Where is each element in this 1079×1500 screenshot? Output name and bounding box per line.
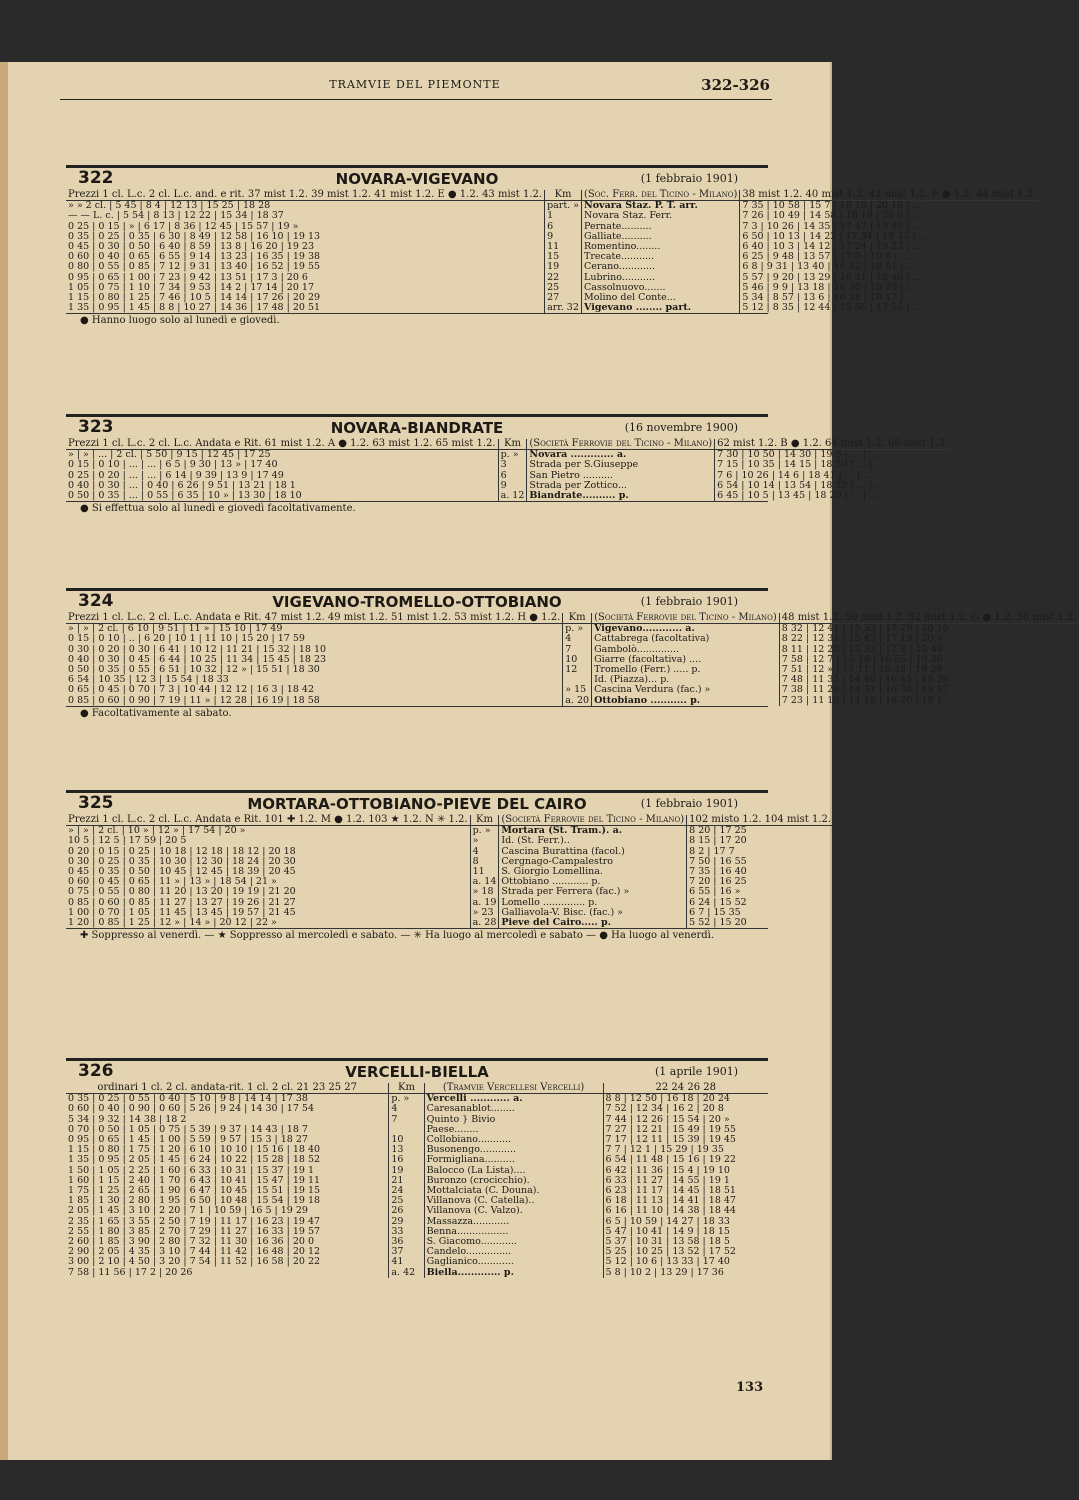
- station-name: Romentino........: [582, 242, 740, 252]
- times-up: 7 3 | 10 26 | 14 35 | 17 47 | 19 46 | ...: [740, 222, 1038, 232]
- times-up: 8 11 | 12 20 | 15 32 | 17 8 | 19 49: [779, 645, 1078, 655]
- fares-and-times-down: 0 75 | 0 55 | 0 80 | 11 20 | 13 20 | 19 19 | 21 20: [68, 886, 296, 898]
- station-name: Gambolò..............: [592, 645, 780, 655]
- times-up: 5 25 | 10 25 | 13 52 | 17 52: [603, 1247, 768, 1257]
- station-name: Cascina Verdura (fac.) »: [592, 685, 780, 695]
- running-head: [60, 78, 770, 98]
- station-name: S. Giorgio Lomellina.: [499, 867, 687, 877]
- station-name: Formigliana..........: [424, 1155, 603, 1165]
- section-number: 322: [78, 168, 114, 188]
- fares-and-times-down: — — L. c. | 5 54 | 8 13 | 12 22 | 15 34 | 18 37: [68, 210, 284, 222]
- section-header: [66, 168, 768, 190]
- station-name: Cerano............: [582, 262, 740, 272]
- times-up: 5 47 | 10 41 | 14 9 | 18 15: [603, 1227, 768, 1237]
- column-headers: [66, 815, 833, 826]
- station-name: Mottalciata (C. Douna).: [424, 1186, 603, 1196]
- fares-and-times-down: 1 50 | 1 05 | 2 25 | 1 60 | 6 33 | 10 31 | 15 37 | 19 1: [68, 1164, 314, 1176]
- section-325: [66, 790, 832, 943]
- timetable: [66, 613, 1079, 706]
- km-cell: 12: [563, 665, 592, 675]
- km-cell: 22: [545, 273, 582, 283]
- km-cell: 15: [545, 252, 582, 262]
- column-headers: [66, 1083, 768, 1094]
- km-cell: 7: [563, 645, 592, 655]
- station-name: Biandrate.......... p.: [527, 491, 715, 501]
- km-header: Km: [545, 190, 582, 201]
- fares-and-times-down: 0 30 | 0 20 | 0 30 | 6 41 | 10 12 | 11 21 | 15 32 | 18 10: [68, 643, 327, 655]
- km-cell: 19: [389, 1166, 424, 1176]
- fares-and-times-down: 1 05 | 0 75 | 1 10 | 7 34 | 9 53 | 14 2 | 17 14 | 20 17: [68, 281, 314, 293]
- section-number: 323: [78, 417, 114, 437]
- times-up: 7 7 | 12 1 | 15 29 | 19 35: [603, 1145, 768, 1155]
- fares-and-times-down: 0 70 | 0 50 | 1 05 | 0 75 | 5 39 | 9 37 | 14 43 | 18 7: [68, 1123, 308, 1135]
- times-up: 7 26 | 10 49 | 14 58 | 18 10 | 20 9 | ...: [740, 211, 1038, 221]
- km-cell: 27: [545, 293, 582, 303]
- times-up: 7 35 | 16 40: [687, 867, 833, 877]
- effective-date: (1 aprile 1901): [655, 1065, 738, 1078]
- effective-date: (1 febbraio 1901): [640, 797, 738, 810]
- times-up: 5 34 | 8 57 | 13 6 | 16 18 | 18 17 | ...: [740, 293, 1038, 303]
- station-name: Trecate...........: [582, 252, 740, 262]
- km-cell: 4: [389, 1104, 424, 1114]
- section-323: [66, 414, 949, 516]
- km-cell: 4: [470, 847, 499, 857]
- fares-and-down-trains-header: ordinari 1 cl. 2 cl. andata-rit. 1 cl. 2 cl. 21 23 25 27: [66, 1083, 389, 1094]
- fares-and-times-down: 0 60 | 0 40 | 0 90 | 0 60 | 5 26 | 9 24 | 14 30 | 17 54: [68, 1103, 314, 1115]
- footnote: ● Si effettua solo al lunedì e giovedì facoltativamente.: [66, 501, 768, 516]
- station-name: S. Giacomo............: [424, 1237, 603, 1247]
- station-name: Novara Staz. Ferr.: [582, 211, 740, 221]
- km-header: Km: [470, 815, 499, 826]
- running-head-pages: 322-326: [701, 76, 770, 94]
- fares-and-times-down: 2 05 | 1 45 | 3 10 | 2 20 | 7 1 | 10 59 | 16 5 | 19 29: [68, 1205, 308, 1217]
- km-cell: 9: [545, 232, 582, 242]
- fares-and-down-trains-header: Prezzi 1 cl. L.c. 2 cl. L.c. and. e rit. 37 mist 1.2. 39 mist 1.2. 41 mist 1.2. E ● 1.2. 43 mist 1.2.: [66, 190, 545, 201]
- fares-and-times-down: 1 00 | 0 70 | 1 05 | 11 45 | 13 45 | 19 57 | 21 45: [68, 906, 296, 918]
- km-cell: 10: [389, 1135, 424, 1145]
- section-324: [66, 588, 1077, 721]
- fares-and-times-down: 0 40 | 0 30 | 0 45 | 6 44 | 10 25 | 11 34 | 15 45 | 18 23: [68, 653, 327, 665]
- fares-and-times-down: 0 40 | 0 30 | ... | 0 40 | 6 26 | 9 51 | 13 21 | 18 1: [68, 479, 296, 491]
- station-name: Molino del Conte...: [582, 293, 740, 303]
- times-up: 7 58 | 12 7 | 15 18 | 16 55 | 19 36: [779, 655, 1078, 665]
- fares-and-down-trains-header: Prezzi 1 cl. L.c. 2 cl. L.c. Andata e Rit. 61 mist 1.2. A ● 1.2. 63 mist 1.2. 65 mist 1.2.: [66, 439, 498, 450]
- fares-and-times-down: » | » | ... | 2 cl. | 5 50 | 9 15 | 12 45 | 17 25: [68, 449, 271, 461]
- section-header: [66, 591, 768, 613]
- times-up: 7 30 | 10 50 | 14 30 | 19 5 | ... | ...: [715, 450, 951, 461]
- times-up: 5 37 | 10 31 | 13 58 | 18 5: [603, 1237, 768, 1247]
- up-trains-header: 62 mist 1.2. B ● 1.2. 64 mist 1.2. 66 mist 1.2.: [715, 439, 951, 450]
- station-name: Ottobiano ............ p.: [499, 877, 687, 887]
- fares-and-times-down: » | » | 2 cl. | 10 » | 12 » | 17 54 | 20 »: [68, 825, 246, 837]
- station-name: Quinto } Bivio: [424, 1115, 603, 1125]
- km-cell: 21: [389, 1176, 424, 1186]
- fares-and-times-down: 1 15 | 0 80 | 1 75 | 1 20 | 6 10 | 10 10 | 15 16 | 18 40: [68, 1144, 321, 1156]
- times-up: 8 20 | 17 25: [687, 826, 833, 837]
- fares-and-times-down: 1 60 | 1 15 | 2 40 | 1 70 | 6 43 | 10 41 | 15 47 | 19 11: [68, 1174, 321, 1186]
- km-cell: »: [470, 836, 499, 846]
- station-name: Cergnago-Campalestro: [499, 857, 687, 867]
- station-name: Pieve del Cairo..... p.: [499, 918, 687, 928]
- fares-and-times-down: 0 30 | 0 25 | 0 35 | 10 30 | 12 30 | 18 24 | 20 30: [68, 855, 296, 867]
- running-head-title: TRAMVIE DEL PIEMONTE: [329, 78, 501, 91]
- effective-date: (1 febbraio 1901): [640, 595, 738, 608]
- fares-and-times-down: 7 58 | 11 56 | 17 2 | 20 26: [68, 1266, 193, 1278]
- operator-name: (Soc. Ferr. del Ticino - Milano): [582, 190, 740, 201]
- km-cell: 3: [498, 460, 527, 470]
- operator-name: (Tramvie Vercellesi Vercelli): [424, 1083, 603, 1094]
- station-name: Vigevano............ a.: [592, 624, 780, 635]
- times-up: 6 7 | 15 35: [687, 908, 833, 918]
- column-headers: [66, 613, 1079, 624]
- section-326: [66, 1058, 768, 1278]
- km-cell: 37: [389, 1247, 424, 1257]
- station-name: Biella............. p.: [424, 1268, 603, 1278]
- times-up: 5 12 | 8 35 | 12 44 | 15 56 | 17 55 | ...: [740, 303, 1038, 313]
- timetable: [66, 190, 1038, 313]
- km-cell: 25: [389, 1196, 424, 1206]
- table-row: [66, 303, 1038, 313]
- fares-and-times-down: 0 45 | 0 35 | 0 50 | 10 45 | 12 45 | 18 39 | 20 45: [68, 866, 296, 878]
- station-name: Cascina Burattina (facol.): [499, 847, 687, 857]
- station-name: Lubrino...........: [582, 273, 740, 283]
- times-up: 8 32 | 12 41 | 15 53 | 17 29 | 20 10: [779, 624, 1078, 635]
- km-cell: 7: [389, 1115, 424, 1125]
- fares-and-times-down: 10 5 | 12 5 | 17 59 | 20 5: [68, 835, 187, 847]
- fares-and-times-down: 0 65 | 0 45 | 0 70 | 7 3 | 10 44 | 12 12 | 16 3 | 18 42: [68, 684, 314, 696]
- km-cell: 19: [545, 262, 582, 272]
- times-up: 6 45 | 10 5 | 13 45 | 18 20 | ... | ...: [715, 491, 951, 501]
- fares-and-times-down: 0 80 | 0 55 | 0 85 | 7 12 | 9 31 | 13 40 | 16 52 | 19 55: [68, 261, 321, 273]
- fares-and-times-down: 0 25 | 0 20 | ... | ... | 6 14 | 9 39 | 13 9 | 17 49: [68, 469, 284, 481]
- fares-and-times-down: 5 34 | 9 32 | 14 38 | 18 2: [68, 1113, 187, 1125]
- timetable: [66, 1083, 768, 1278]
- km-cell: p. »: [389, 1094, 424, 1105]
- times-up: 7 15 | 10 35 | 14 15 | 18 50 | ... | ...: [715, 460, 951, 470]
- km-cell: 13: [389, 1145, 424, 1155]
- km-cell: a. 19: [470, 898, 499, 908]
- fares-and-times-down: 1 15 | 0 80 | 1 25 | 7 46 | 10 5 | 14 14 | 17 26 | 20 29: [68, 292, 321, 304]
- times-up: 7 52 | 12 34 | 16 2 | 20 8: [603, 1104, 768, 1114]
- operator-name: (Società Ferrovie del Ticino - Milano): [499, 815, 687, 826]
- times-up: 6 54 | 11 48 | 15 16 | 19 22: [603, 1155, 768, 1165]
- station-name: Lomello .............. p.: [499, 898, 687, 908]
- times-up: 6 42 | 11 36 | 15 4 | 19 10: [603, 1166, 768, 1176]
- times-up: 7 23 | 11 10 | 14 15 | 16 20 | 19 1: [779, 696, 1078, 706]
- times-up: 6 54 | 10 14 | 13 54 | 18 29 | ... | ...: [715, 481, 951, 491]
- km-cell: 29: [389, 1217, 424, 1227]
- times-up: 8 22 | 12 31 | 15 43 | 17 19 | 20 »: [779, 634, 1078, 644]
- up-trains-header: 38 mist 1.2. 40 mist 1.2. 42 mist 1.2. F ● 1.2. 44 mist 1.2.: [740, 190, 1038, 201]
- times-up: 7 50 | 16 55: [687, 857, 833, 867]
- fares-and-times-down: 1 85 | 1 30 | 2 80 | 1 95 | 6 50 | 10 48 | 15 54 | 19 18: [68, 1195, 321, 1207]
- fares-and-times-down: 1 75 | 1 25 | 2 65 | 1 90 | 6 47 | 10 45 | 15 51 | 19 15: [68, 1185, 321, 1197]
- times-up: 5 52 | 15 20: [687, 918, 833, 928]
- section-number: 325: [78, 793, 114, 813]
- station-name: Strada per S.Giuseppe: [527, 460, 715, 470]
- fares-and-times-down: 0 20 | 0 15 | 0 25 | 10 18 | 12 18 | 18 12 | 20 18: [68, 845, 296, 857]
- route-title: MORTARA-OTTOBIANO-PIEVE DEL CAIRO: [247, 795, 587, 813]
- km-cell: a. 28: [470, 918, 499, 928]
- times-up: 7 35 | 10 58 | 15 7 | 18 19 | 20 18 | ...: [740, 201, 1038, 212]
- page-binding-edge: [0, 62, 8, 1460]
- station-name: Balocco (La Lista)....: [424, 1166, 603, 1176]
- footnote: ✚ Soppresso al venerdì. — ★ Soppresso al mercoledì e sabato. — ✳ Ha luogo al mercoledì e sabato — ● Ha luogo al venerdì.: [66, 928, 768, 943]
- station-name: Id. (Piazza)... p.: [592, 675, 780, 685]
- column-headers: [66, 190, 1038, 201]
- station-name: Ottobiano ........... p.: [592, 696, 780, 706]
- km-cell: 25: [545, 283, 582, 293]
- times-up: 8 15 | 17 20: [687, 836, 833, 846]
- route-title: VIGEVANO-TROMELLO-OTTOBIANO: [272, 593, 562, 611]
- fares-and-times-down: 2 60 | 1 85 | 3 90 | 2 80 | 7 32 | 11 30 | 16 36 | 20 0: [68, 1236, 314, 1248]
- fares-and-times-down: 1 35 | 0 95 | 1 45 | 8 8 | 10 27 | 14 36 | 17 48 | 20 51: [68, 302, 321, 314]
- km-cell: p. »: [470, 826, 499, 837]
- operator-name: (Società Ferrovie del Ticino - Milano): [592, 613, 780, 624]
- fares-and-times-down: 0 60 | 0 45 | 0 65 | 11 » | 13 » | 18 54 | 21 »: [68, 876, 277, 888]
- times-up: 6 23 | 11 17 | 14 45 | 18 51: [603, 1186, 768, 1196]
- table-row: [66, 491, 950, 501]
- station-name: Strada per Zottico...: [527, 481, 715, 491]
- km-cell: a. 14: [470, 877, 499, 887]
- fares-and-times-down: 0 15 | 0 10 | ... | ... | 6 5 | 9 30 | 13 » | 17 40: [68, 459, 278, 471]
- times-up: 7 27 | 12 21 | 15 49 | 19 55: [603, 1125, 768, 1135]
- km-cell: p. »: [563, 624, 592, 635]
- times-up: 7 17 | 12 11 | 15 39 | 19 45: [603, 1135, 768, 1145]
- station-name: Buronzo (crocicchio).: [424, 1176, 603, 1186]
- station-name: Candelo...............: [424, 1247, 603, 1257]
- effective-date: (16 novembre 1900): [624, 421, 738, 434]
- km-header: Km: [498, 439, 527, 450]
- fares-and-times-down: 0 85 | 0 60 | 0 90 | 7 19 | 11 » | 12 28 | 16 19 | 18 58: [68, 694, 320, 706]
- timetable: [66, 815, 833, 928]
- fares-and-times-down: 0 85 | 0 60 | 0 85 | 11 27 | 13 27 | 19 26 | 21 27: [68, 896, 296, 908]
- km-cell: 16: [389, 1155, 424, 1165]
- top-rule: [60, 99, 772, 100]
- km-cell: 33: [389, 1227, 424, 1237]
- timetable: [66, 439, 950, 501]
- km-cell: a. 20: [563, 696, 592, 706]
- km-cell: 24: [389, 1186, 424, 1196]
- km-cell: 1: [545, 211, 582, 221]
- station-name: Vercelli ............ a.: [424, 1094, 603, 1105]
- station-name: Caresanablot........: [424, 1104, 603, 1114]
- km-header: Km: [563, 613, 592, 624]
- section-header: [66, 793, 768, 815]
- fares-and-times-down: 0 50 | 0 35 | 0 55 | 6 51 | 10 32 | 12 » | 15 51 | 18 30: [68, 664, 320, 676]
- section-number: 326: [78, 1061, 114, 1081]
- fares-and-times-down: » » 2 cl. | 5 45 | 8 4 | 12 13 | 15 25 | 18 28: [68, 200, 271, 212]
- times-up: 6 33 | 11 27 | 14 55 | 19 1: [603, 1176, 768, 1186]
- station-name: Villanova (C. Catella)..: [424, 1196, 603, 1206]
- times-up: 5 12 | 10 6 | 13 33 | 17 40: [603, 1257, 768, 1267]
- times-up: 5 57 | 9 20 | 13 29 | 16 41 | 18 40 | ...: [740, 273, 1038, 283]
- fares-and-times-down: 6 54 | 10 35 | 12 3 | 15 54 | 18 33: [68, 674, 229, 686]
- times-up: 6 8 | 9 31 | 13 40 | 16 52 | 18 51 | ...: [740, 262, 1038, 272]
- station-name: Gaglianico............: [424, 1257, 603, 1267]
- station-name: Giarre (facoltativa) ....: [592, 655, 780, 665]
- station-name: Vigevano ........ part.: [582, 303, 740, 313]
- times-up: 6 25 | 9 48 | 13 57 | 17 9 | 19 8 | ...: [740, 252, 1038, 262]
- route-title: NOVARA-VIGEVANO: [335, 170, 499, 188]
- up-trains-header: 22 24 26 28: [603, 1083, 768, 1094]
- up-trains-header: 102 misto 1.2. 104 mist 1.2.: [687, 815, 833, 826]
- fares-and-down-trains-header: Prezzi 1 cl. L.c. 2 cl. L.c. Andata e Rit. 47 mist 1.2. 49 mist 1.2. 51 mist 1.2. 53 mist 1.2. H ● 1.2.: [66, 613, 563, 624]
- km-cell: » 23: [470, 908, 499, 918]
- page-number: 133: [736, 1380, 764, 1395]
- times-up: 6 50 | 10 13 | 14 22 | 17 34 | 19 33 | ...: [740, 232, 1038, 242]
- column-headers: [66, 439, 950, 450]
- section-header: [66, 1061, 768, 1083]
- section-322: [66, 165, 1037, 328]
- operator-name: (Società Ferrovie del Ticino - Milano): [527, 439, 715, 450]
- km-cell: 6: [498, 471, 527, 481]
- times-up: 5 46 | 9 9 | 13 18 | 16 30 | 18 29 | ...: [740, 283, 1038, 293]
- times-up: 5 8 | 10 2 | 13 29 | 17 36: [603, 1268, 768, 1278]
- station-name: Strada per Ferrera (fac.) »: [499, 887, 687, 897]
- effective-date: (1 febbraio 1901): [640, 172, 738, 185]
- times-up: 7 51 | 12 » | 15 11 | 16 48 | 19 29: [779, 665, 1078, 675]
- station-name: Massazza............: [424, 1217, 603, 1227]
- km-cell: 8: [470, 857, 499, 867]
- km-cell: 11: [470, 867, 499, 877]
- table-row: [66, 696, 1079, 706]
- station-name: Tromello (Ferr.) ..... p.: [592, 665, 780, 675]
- fares-and-times-down: 2 55 | 1 80 | 3 85 | 2 70 | 7 29 | 11 27 | 16 33 | 19 57: [68, 1225, 321, 1237]
- fares-and-times-down: 2 35 | 1 65 | 3 55 | 2 50 | 7 19 | 11 17 | 16 23 | 19 47: [68, 1215, 321, 1227]
- times-up: 7 6 | 10 26 | 14 6 | 18 41 | ... | ...: [715, 471, 951, 481]
- station-name: Novara Staz. P. T. arr.: [582, 201, 740, 212]
- station-name: Galliate..........: [582, 232, 740, 242]
- km-cell: 41: [389, 1257, 424, 1267]
- fares-and-times-down: 2 90 | 2 05 | 4 35 | 3 10 | 7 44 | 11 42 | 16 48 | 20 12: [68, 1246, 321, 1258]
- route-title: NOVARA-BIANDRATE: [330, 419, 504, 437]
- km-cell: 26: [389, 1206, 424, 1216]
- km-cell: 11: [545, 242, 582, 252]
- fares-and-times-down: 0 35 | 0 25 | 0 55 | 0 40 | 5 10 | 9 8 | 14 14 | 17 38: [68, 1093, 308, 1105]
- station-name: Cattabrega (facoltativa): [592, 634, 780, 644]
- times-up: 7 48 | 11 35 | 14 40 | 16 45 | 19 26: [779, 675, 1078, 685]
- fares-and-times-down: 0 45 | 0 30 | 0 50 | 6 40 | 8 59 | 13 8 | 16 20 | 19 23: [68, 241, 314, 253]
- km-header: Km: [389, 1083, 424, 1094]
- station-name: Paese........: [424, 1125, 603, 1135]
- times-up: 6 40 | 10 3 | 14 12 | 17 24 | 19 23 | ...: [740, 242, 1038, 252]
- section-header: [66, 417, 768, 439]
- fares-and-times-down: 0 15 | 0 10 | .. | 6 20 | 10 1 | 11 10 | 15 20 | 17 59: [68, 633, 305, 645]
- fares-and-down-trains-header: Prezzi 1 cl. L.c. 2 cl. L.c. Andata e Rit. 101 ✚ 1.2. M ● 1.2. 103 ★ 1.2. N ✳ 1.2.: [66, 815, 470, 826]
- km-cell: p. »: [498, 450, 527, 461]
- table-row: [66, 918, 833, 928]
- km-cell: 36: [389, 1237, 424, 1247]
- km-cell: part. »: [545, 201, 582, 212]
- km-cell: arr. 32: [545, 303, 582, 313]
- km-cell: 6: [545, 222, 582, 232]
- station-name: Benna.................: [424, 1227, 603, 1237]
- route-title: VERCELLI-BIELLA: [345, 1063, 489, 1081]
- times-up: 7 38 | 11 26 | 14 31 | 16 36 | 19 17: [779, 685, 1078, 695]
- table-row: [66, 1268, 768, 1278]
- station-name: Villanova (C. Valzo).: [424, 1206, 603, 1216]
- times-up: 6 5 | 10 59 | 14 27 | 18 33: [603, 1217, 768, 1227]
- km-cell: a. 12: [498, 491, 527, 501]
- km-cell: 9: [498, 481, 527, 491]
- footnote: ● Hanno luogo solo al lunedì e giovedì.: [66, 313, 768, 328]
- km-cell: a. 42: [389, 1268, 424, 1278]
- km-cell: 10: [563, 655, 592, 665]
- fares-and-times-down: 0 95 | 0 65 | 1 00 | 7 23 | 9 42 | 13 51 | 17 3 | 20 6: [68, 271, 308, 283]
- times-up: 6 24 | 15 52: [687, 898, 833, 908]
- fares-and-times-down: 0 35 | 0 25 | 0 35 | 6 30 | 8 49 | 12 58 | 16 10 | 19 13: [68, 230, 321, 242]
- station-name: Pernate..........: [582, 222, 740, 232]
- station-name: Novara ............. a.: [527, 450, 715, 461]
- fares-and-times-down: 3 00 | 2 10 | 4 50 | 3 20 | 7 54 | 11 52 | 16 58 | 20 22: [68, 1256, 321, 1268]
- station-name: Galliavola-V. Bisc. (fac.) »: [499, 908, 687, 918]
- times-up: 6 16 | 11 10 | 14 38 | 18 44: [603, 1206, 768, 1216]
- fares-and-times-down: 0 60 | 0 40 | 0 65 | 6 55 | 9 14 | 13 23 | 16 35 | 19 38: [68, 251, 321, 263]
- up-trains-header: 48 mist 1.2. 50 mist 1.2. 52 mist 1.2. G ● 1.2. 56 mist 1.2.: [779, 613, 1078, 624]
- km-cell: » 18: [470, 887, 499, 897]
- km-cell: » 15: [563, 685, 592, 695]
- station-name: Busonengo............: [424, 1145, 603, 1155]
- fares-and-times-down: 0 95 | 0 65 | 1 45 | 1 00 | 5 59 | 9 57 | 15 3 | 18 27: [68, 1134, 308, 1146]
- fares-and-times-down: 0 50 | 0 35 | ... | 0 55 | 6 35 | 10 » | 13 30 | 18 10: [68, 490, 302, 502]
- footnote: ● Facoltativamente al sabato.: [66, 706, 768, 721]
- fares-and-times-down: » | » | 2 cl. | 6 10 | 9 51 | 11 » | 15 10 | 17 49: [68, 623, 283, 635]
- km-cell: 4: [563, 634, 592, 644]
- times-up: 8 8 | 12 50 | 16 18 | 20 24: [603, 1094, 768, 1105]
- fares-and-times-down: 1 20 | 0 85 | 1 25 | 12 » | 14 » | 20 12 | 22 »: [68, 917, 277, 929]
- fares-and-times-down: 1 35 | 0 95 | 2 05 | 1 45 | 6 24 | 10 22 | 15 28 | 18 52: [68, 1154, 321, 1166]
- section-number: 324: [78, 591, 114, 611]
- station-name: Cassolnuovo.......: [582, 283, 740, 293]
- station-name: Mortara (St. Tram.). a.: [499, 826, 687, 837]
- times-up: 8 2 | 17 7: [687, 847, 833, 857]
- times-up: 7 20 | 16 25: [687, 877, 833, 887]
- fares-and-times-down: 0 25 | 0 15 | » | 6 17 | 8 36 | 12 45 | 15 57 | 19 »: [68, 220, 299, 232]
- station-name: Id. (St. Ferr.)..: [499, 836, 687, 846]
- station-name: San Pietro ..........: [527, 471, 715, 481]
- times-up: 7 44 | 12 26 | 15 54 | 20 »: [603, 1115, 768, 1125]
- station-name: Collobiano...........: [424, 1135, 603, 1145]
- times-up: 6 55 | 16 »: [687, 887, 833, 897]
- times-up: 6 18 | 11 13 | 14 41 | 18 47: [603, 1196, 768, 1206]
